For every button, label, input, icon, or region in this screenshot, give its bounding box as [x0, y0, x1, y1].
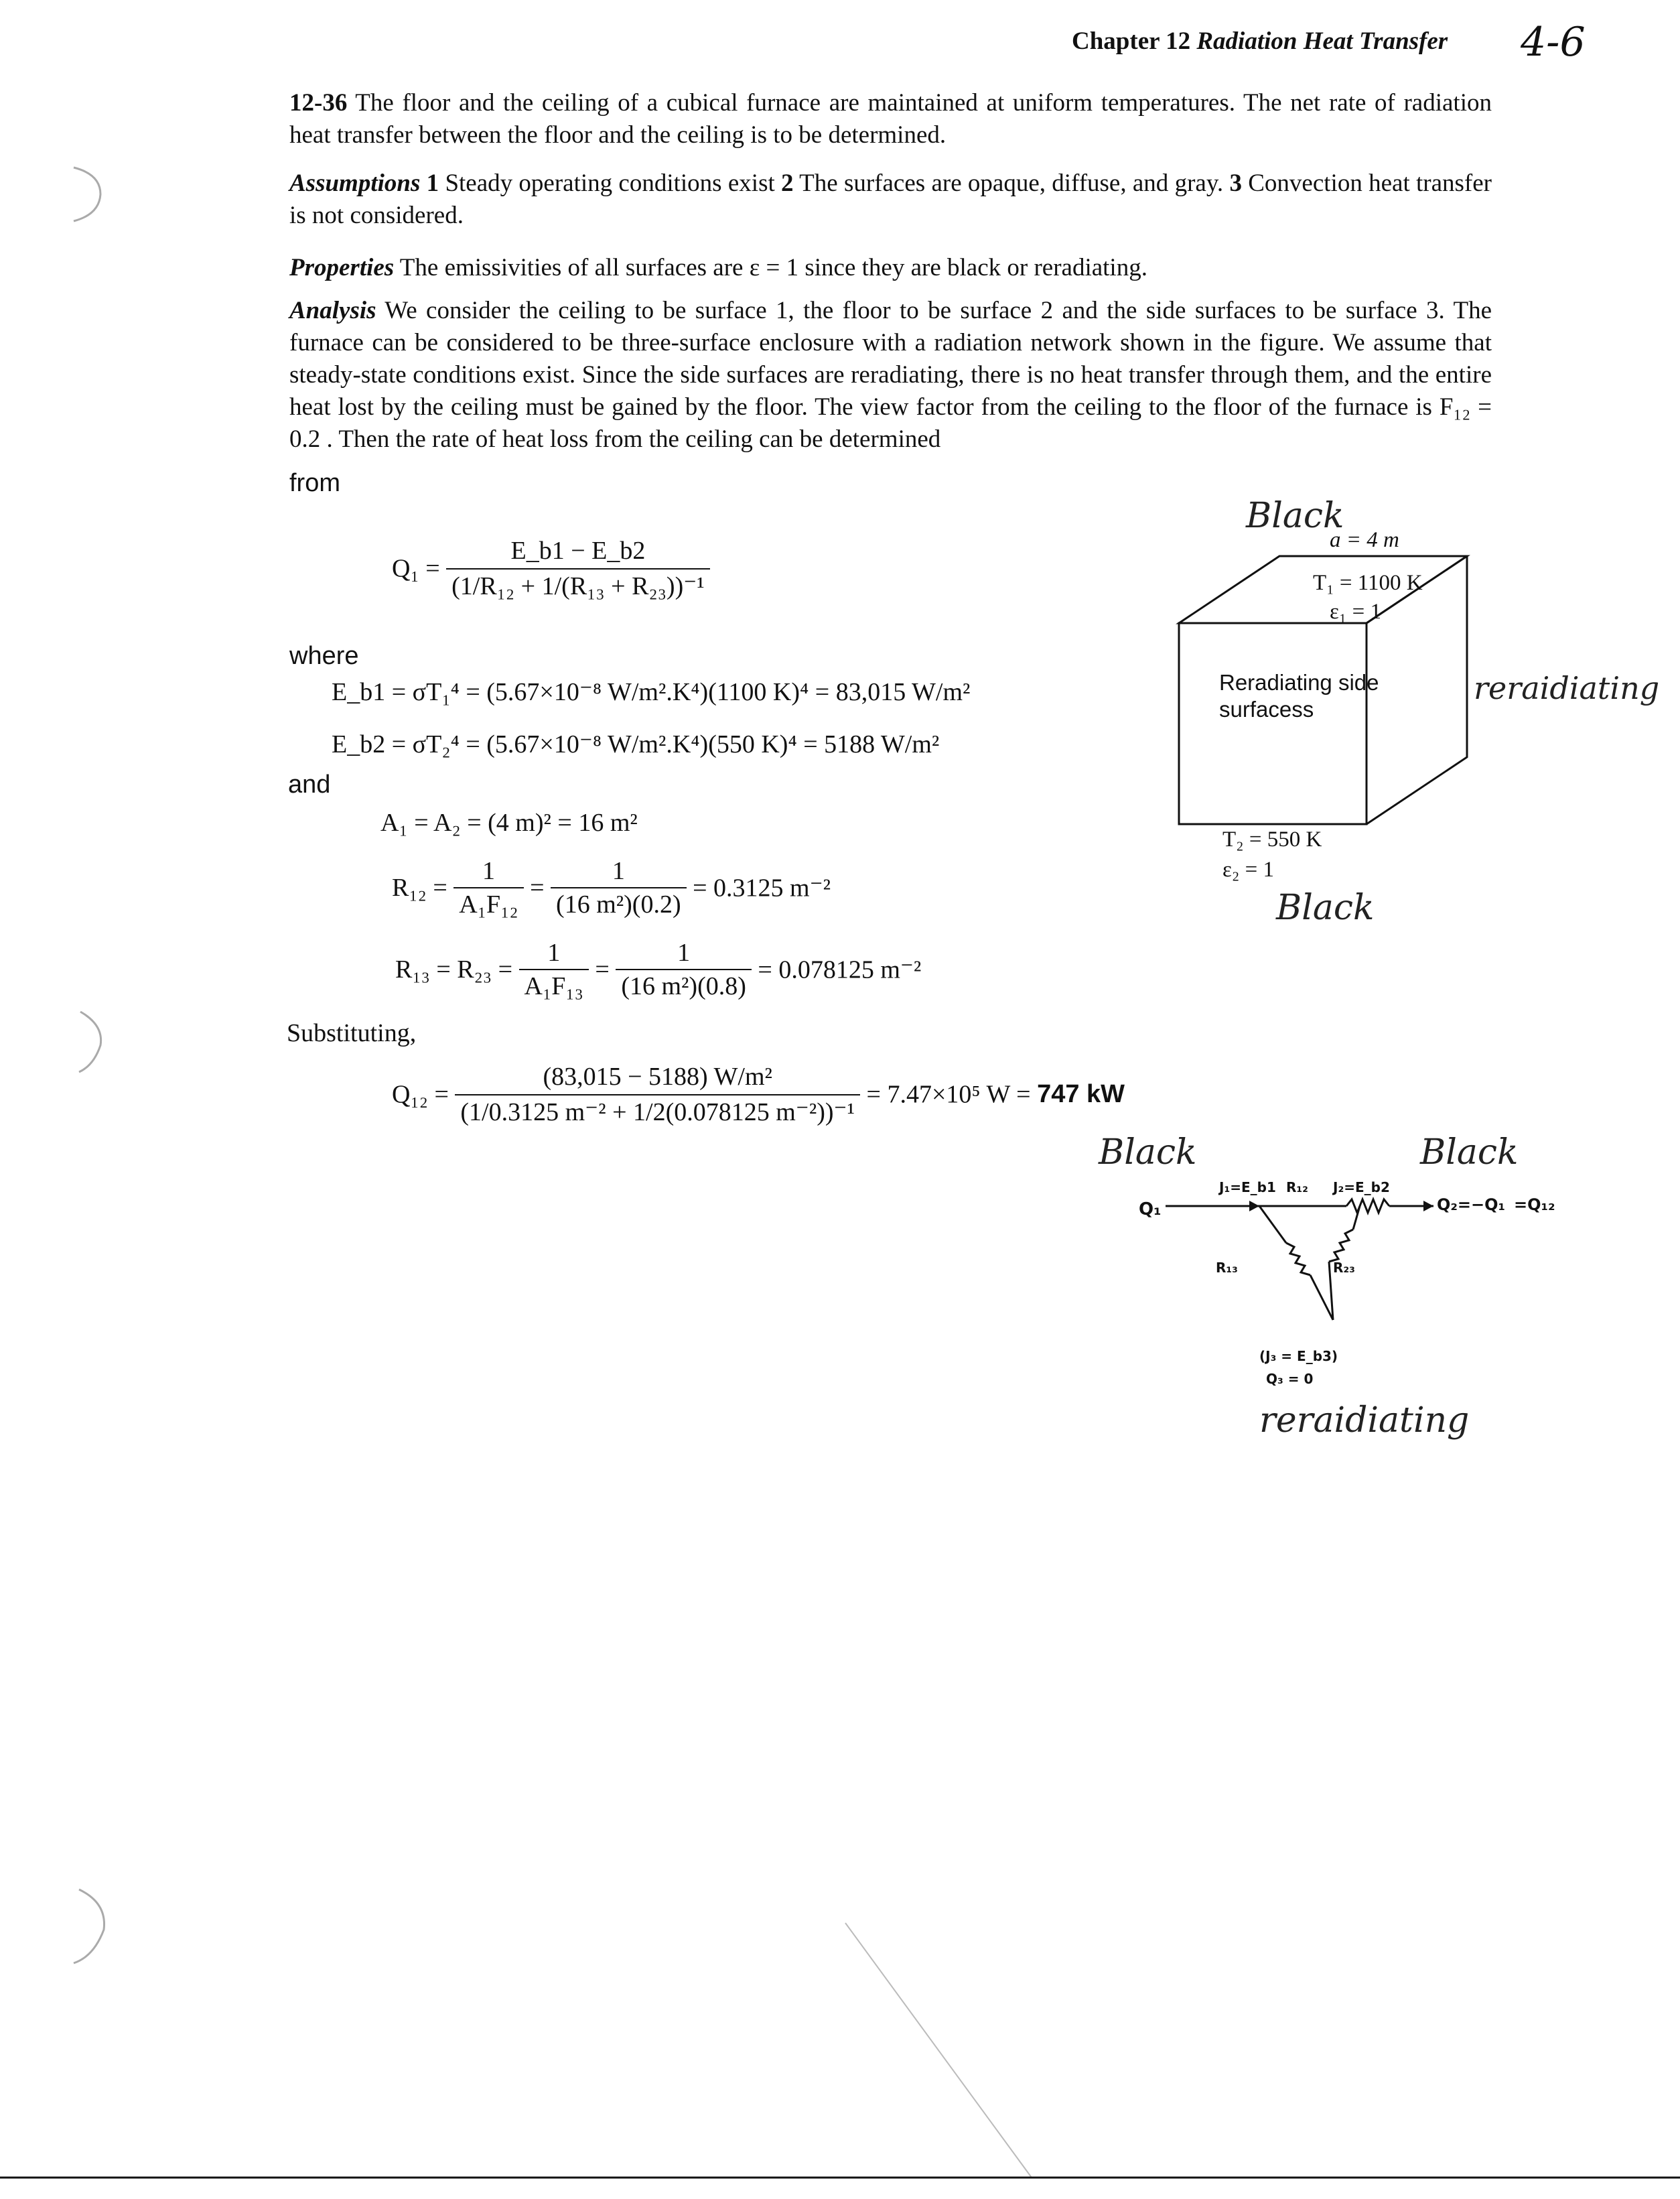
assumption-text: The surfaces are opaque, diffuse, and gray. — [799, 170, 1224, 197]
fraction-numerator: 1 — [551, 856, 687, 888]
fraction-numerator: 1 — [616, 938, 752, 970]
network-q3: Q₃ = 0 — [1266, 1371, 1314, 1387]
word-where: where — [289, 642, 359, 670]
analysis-text: We consider the ceiling to be surface 1, the floor to be surface 2 and the side surfaces to be surface 3. The furnace can be considered to be three-surface enclosure with a radiation network shown in the figure. We assume that steady-state conditions exist. Since the side surfaces are reradiating, there is no heat transfer through them, and the entire heat lost by the ceiling must be gained by the floor. The view factor from the ceiling to the floor of the furnace is F₁₂ = 0.2 . Then the rate of heat loss from the ceiling can be determined — [289, 297, 1492, 453]
problem-number: 12-36 — [289, 89, 348, 117]
assumption-text: Steady operating conditions exist — [445, 170, 775, 197]
fraction-denominator: (16 m²)(0.8) — [621, 972, 746, 1000]
r13-lhs: R₁₃ = R₂₃ = — [395, 955, 513, 984]
network-q12: =Q₁₂ — [1514, 1195, 1555, 1214]
q1-lhs: Q₁ = — [392, 554, 440, 583]
assumption-number: 2 — [781, 170, 794, 197]
properties-label: Properties — [289, 254, 395, 281]
r12-result: = 0.3125 m⁻² — [693, 874, 831, 903]
network-r13: R₁₃ — [1216, 1260, 1238, 1276]
r13-result: = 0.078125 m⁻² — [758, 955, 922, 984]
properties-text: The emissivities of all surfaces are ε = 1 since they are black or reradiating. — [399, 254, 1147, 281]
ceiling-emissivity: ε₁ = 1 — [1330, 600, 1381, 624]
note-black-bottom: Black — [1276, 888, 1375, 928]
q1-denominator: (1/R₁₂ + 1/(R₁₃ + R₂₃))⁻¹ — [451, 572, 705, 600]
note-reradiating-node: reraidiating — [1259, 1400, 1470, 1441]
q12-result: = 7.47×10⁵ W = — [866, 1080, 1031, 1109]
assumptions-label: Assumptions — [289, 170, 421, 197]
eb1-equation: E_b1 = σT₁⁴ = (5.67×10⁻⁸ W/m².K⁴)(1100 K)⁴ = 83,015 W/m² — [332, 678, 971, 706]
r13-equation: R₁₃ = R₂₃ = $\frac{1}{\text{A₁F₁₃}}$ = $\frac{1}{\text{(16 m²)(0.8)}}$ = 0.078125 m⁻² — [395, 939, 922, 1000]
ceiling-temperature: T₁ = 1100 K — [1313, 571, 1423, 595]
network-r23: R₂₃ — [1333, 1260, 1355, 1276]
note-black-right: Black — [1420, 1132, 1519, 1173]
word-substituting: Substituting, — [287, 1019, 417, 1047]
network-j2: J₂=E_b2 — [1333, 1179, 1390, 1195]
q1-numerator: E_b1 − E_b2 — [446, 536, 710, 570]
network-r12: R₁₂ — [1286, 1179, 1308, 1195]
assumption-number: 3 — [1229, 170, 1242, 197]
q12-lhs: Q₁₂ = — [392, 1080, 449, 1109]
side-label-line-1: Reradiating side — [1219, 670, 1379, 695]
assumption-text: Convection heat transfer is not considered. — [289, 170, 1492, 229]
fraction-numerator: 1 — [519, 938, 589, 970]
note-black-top: Black — [1246, 496, 1344, 536]
floor-temperature: T₂ = 550 K — [1222, 827, 1322, 852]
handwritten-page-mark: 4-6 — [1521, 19, 1586, 66]
chapter-number: Chapter 12 — [1072, 27, 1191, 55]
problem-text: The floor and the ceiling of a cubical furnace are maintained at uniform temperatures. The net rate of radiation heat transfer between the floor and the ceiling is to be determined. — [289, 89, 1492, 149]
cube-side-length: a = 4 m — [1330, 528, 1399, 552]
fraction-denominator: A₁F₁₂ — [459, 890, 518, 919]
assumption-number: 1 — [426, 170, 439, 197]
r12-lhs: R₁₂ = — [392, 874, 447, 902]
fraction-denominator: (16 m²)(0.2) — [556, 890, 681, 919]
fraction-denominator: A₁F₁₃ — [524, 972, 583, 1000]
r12-equation: R₁₂ = $\frac{1}{\text{A₁F₁₂}}$ = $\frac{1}{\text{(16 m²)(0.2)}}$ = 0.3125 m⁻² — [392, 857, 831, 919]
network-q1: Q₁ — [1139, 1199, 1162, 1219]
note-reradiating-side: reraidiating — [1474, 670, 1660, 706]
word-from: from — [289, 469, 340, 497]
chapter-title: Radiation Heat Transfer — [1196, 27, 1448, 55]
network-j1: J₁=E_b1 — [1219, 1179, 1276, 1195]
note-black-left: Black — [1099, 1132, 1197, 1173]
q12-numerator: (83,015 − 5188) W/m² — [455, 1062, 860, 1095]
q12-final-answer: 747 kW — [1037, 1080, 1125, 1108]
eb2-equation: E_b2 = σT₂⁴ = (5.67×10⁻⁸ W/m².K⁴)(550 K)⁴ = 5188 W/m² — [332, 730, 940, 758]
floor-emissivity: ε₂ = 1 — [1222, 858, 1274, 882]
fraction-numerator: 1 — [453, 856, 523, 888]
analysis-label: Analysis — [289, 297, 376, 324]
area-equation: A₁ = A₂ = (4 m)² = 16 m² — [380, 809, 638, 837]
q12-denominator: (1/0.3125 m⁻² + 1/2(0.078125 m⁻²))⁻¹ — [460, 1098, 855, 1126]
word-and: and — [288, 771, 331, 799]
network-q2: Q₂=−Q₁ — [1437, 1195, 1506, 1214]
side-label-line-2: surfacess — [1219, 697, 1314, 722]
network-j3: (J₃ = E_b3) — [1259, 1348, 1338, 1364]
